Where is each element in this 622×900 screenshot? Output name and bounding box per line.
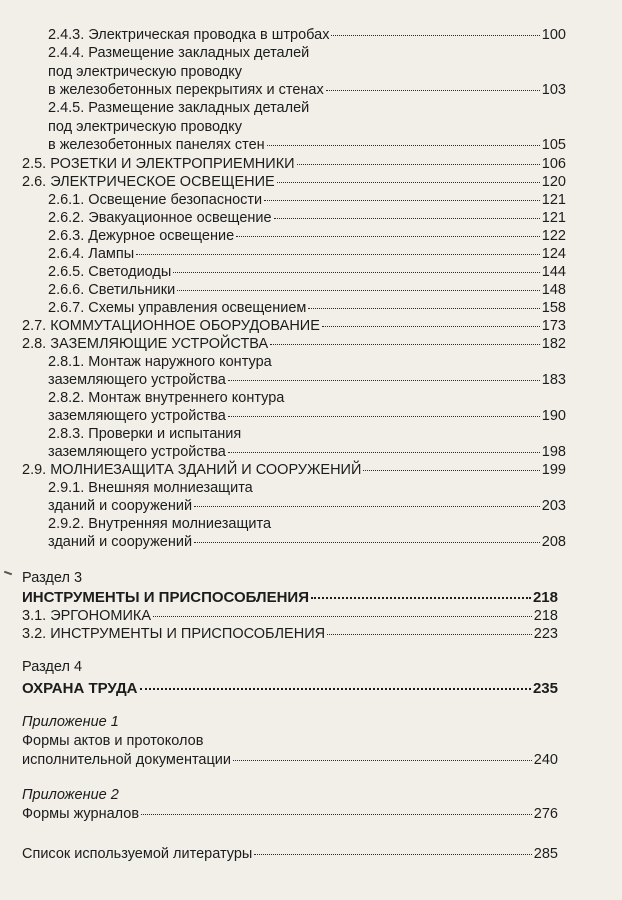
toc-page-number: 183	[541, 372, 566, 388]
toc-entry-2-6-6	[48, 282, 566, 299]
toc-page-number: 144	[541, 264, 566, 280]
toc-entry-2-6-2	[48, 210, 566, 227]
toc-dot-leader	[331, 35, 539, 36]
toc-entry-appendix-1	[22, 752, 558, 769]
toc-entry-2-6-1	[48, 192, 566, 209]
toc-page-number: 235	[532, 680, 558, 697]
toc-entry-2-4-4	[48, 82, 566, 99]
toc-entry-title: зданий и сооружений	[48, 534, 193, 550]
toc-dot-leader	[136, 254, 540, 255]
toc-page-number: 199	[541, 462, 566, 478]
toc-entry-2-8-2	[48, 408, 566, 425]
toc-entry-title: 2.6.7. Схемы управления освещением	[48, 300, 307, 316]
toc-page-number: 208	[541, 534, 566, 550]
toc-page-number: 158	[541, 300, 566, 316]
toc-dot-leader	[140, 688, 531, 690]
toc-entry-2-6-5	[48, 264, 566, 281]
toc-entry-2-8-1-line1: 2.8.1. Монтаж наружного контура	[48, 354, 272, 370]
toc-entry-title: Формы журналов	[22, 806, 140, 822]
toc-entry-3-2	[22, 626, 558, 643]
toc-page-number: 122	[541, 228, 566, 244]
toc-entry-3-1	[22, 608, 558, 625]
toc-entry-title: Список используемой литературы	[22, 846, 253, 862]
toc-entry-section-3	[22, 589, 558, 606]
toc-dot-leader	[177, 290, 540, 291]
toc-entry-title: ИНСТРУМЕНТЫ И ПРИСПОСОБЛЕНИЯ	[22, 589, 309, 606]
toc-entry-title: 2.6.4. Лампы	[48, 246, 135, 262]
toc-dot-leader	[173, 272, 539, 273]
toc-page-number: 100	[541, 27, 566, 43]
toc-dot-leader	[311, 597, 531, 599]
toc-dot-leader	[327, 634, 532, 635]
appendix-1-label: Приложение 1	[22, 714, 119, 730]
toc-dot-leader	[322, 326, 540, 327]
toc-entry-2-8-3	[48, 444, 566, 461]
toc-entry-title: 2.6.6. Светильники	[48, 282, 176, 298]
toc-entry-title: заземляющего устройства	[48, 372, 226, 388]
toc-entry-title: ОХРАНА ТРУДА	[22, 680, 138, 697]
toc-entry-title: 2.6. ЭЛЕКТРИЧЕСКОЕ ОСВЕЩЕНИЕ	[22, 174, 275, 190]
toc-dot-leader	[228, 452, 540, 453]
toc-entry-2-7	[22, 318, 566, 335]
toc-entry-title: 2.8. ЗАЗЕМЛЯЮЩИЕ УСТРОЙСТВА	[22, 336, 269, 352]
toc-entry-title: 2.4.3. Электрическая проводка в штробах	[48, 27, 330, 43]
toc-entry-title: 3.1. ЭРГОНОМИКА	[22, 608, 151, 624]
toc-entry-2-9-1	[48, 498, 566, 515]
toc-page-number: 121	[541, 192, 566, 208]
toc-entry-title: 2.7. КОММУТАЦИОННОЕ ОБОРУДОВАНИЕ	[22, 318, 320, 334]
toc-dot-leader	[264, 200, 540, 201]
toc-page-number: 105	[541, 137, 566, 153]
toc-entry-appendix-1-line1: Формы актов и протоколов	[22, 733, 204, 749]
toc-page-number: 120	[541, 174, 566, 190]
toc-entry-title: зданий и сооружений	[48, 498, 193, 514]
toc-entry-title: 3.2. ИНСТРУМЕНТЫ И ПРИСПОСОБЛЕНИЯ	[22, 626, 326, 642]
toc-entry-2-8-3-line1: 2.8.3. Проверки и испытания	[48, 426, 242, 442]
toc-entry-section-4	[22, 680, 558, 697]
toc-entry-title: 2.6.1. Освещение безопасности	[48, 192, 263, 208]
toc-entry-2-4-3	[48, 27, 566, 44]
toc-dot-leader	[141, 814, 532, 815]
toc-entry-2-8	[22, 336, 566, 353]
toc-page-number: 173	[541, 318, 566, 334]
toc-entry-title: в железобетонных панелях стен	[48, 137, 265, 153]
toc-entry-title: 2.5. РОЗЕТКИ И ЭЛЕКТРОПРИЕМНИКИ	[22, 156, 295, 172]
toc-entry-title: 2.6.3. Дежурное освещение	[48, 228, 235, 244]
toc-dot-leader	[153, 616, 532, 617]
toc-dot-leader	[236, 236, 540, 237]
toc-page-number: 190	[541, 408, 566, 424]
toc-entry-2-4-5	[48, 137, 566, 154]
toc-dot-leader	[267, 145, 540, 146]
toc-entry-title: 2.9. МОЛНИЕЗАЩИТА ЗДАНИЙ И СООРУЖЕНИЙ	[22, 462, 362, 478]
toc-entry-2-9	[22, 462, 566, 479]
toc-page-number: 218	[532, 589, 558, 606]
toc-entry-title: заземляющего устройства	[48, 408, 226, 424]
section-3-label: Раздел 3	[22, 570, 83, 586]
toc-entry-title: 2.6.5. Светодиоды	[48, 264, 172, 280]
toc-page-number: 240	[533, 752, 558, 768]
toc-page-number: 198	[541, 444, 566, 460]
toc-entry-2-4-5-line1: 2.4.5. Размещение закладных деталей	[48, 100, 310, 116]
toc-page-number: 148	[541, 282, 566, 298]
toc-dot-leader	[277, 182, 540, 183]
toc-dot-leader	[274, 218, 540, 219]
toc-dot-leader	[254, 854, 531, 855]
appendix-2-label: Приложение 2	[22, 787, 119, 803]
toc-page-number: 223	[533, 626, 558, 642]
toc-entry-title: исполнительной документации	[22, 752, 231, 768]
toc-entry-2-9-2	[48, 534, 566, 551]
toc-entry-2-8-1	[48, 372, 566, 389]
toc-dot-leader	[194, 506, 540, 507]
toc-entry-2-8-2-line1: 2.8.2. Монтаж внутреннего контура	[48, 390, 285, 406]
toc-entry-2-4-4-line1: 2.4.4. Размещение закладных деталей	[48, 45, 310, 61]
toc-dot-leader	[363, 470, 539, 471]
toc-entry-bibliography	[22, 846, 558, 863]
toc-entry-2-6-7	[48, 300, 566, 317]
toc-entry-2-6	[22, 174, 566, 191]
margin-mark	[4, 571, 12, 576]
section-4-label: Раздел 4	[22, 659, 83, 675]
toc-page-number: 106	[541, 156, 566, 172]
toc-entry-2-6-3	[48, 228, 566, 245]
toc-entry-title: заземляющего устройства	[48, 444, 226, 460]
toc-entry-2-4-4-line2: под электрическую проводку	[48, 64, 243, 80]
toc-dot-leader	[228, 416, 540, 417]
toc-entry-appendix-2	[22, 806, 558, 823]
toc-entry-2-5	[22, 156, 566, 173]
toc-dot-leader	[228, 380, 540, 381]
toc-dot-leader	[194, 542, 540, 543]
toc-page-number: 203	[541, 498, 566, 514]
toc-dot-leader	[326, 90, 540, 91]
toc-page-number: 285	[533, 846, 558, 862]
toc-entry-title: в железобетонных перекрытиях и стенах	[48, 82, 324, 98]
toc-dot-leader	[270, 344, 540, 345]
toc-entry-title: 2.6.2. Эвакуационное освещение	[48, 210, 272, 226]
toc-entry-2-4-5-line2: под электрическую проводку	[48, 119, 243, 135]
toc-page-number: 218	[533, 608, 558, 624]
toc-dot-leader	[308, 308, 539, 309]
toc-dot-leader	[233, 760, 532, 761]
toc-page-number: 121	[541, 210, 566, 226]
toc-page-number: 124	[541, 246, 566, 262]
toc-entry-2-6-4	[48, 246, 566, 263]
toc-page-number: 182	[541, 336, 566, 352]
toc-dot-leader	[297, 164, 540, 165]
toc-page-number: 276	[533, 806, 558, 822]
toc-page-number: 103	[541, 82, 566, 98]
toc-entry-2-9-2-line1: 2.9.2. Внутренняя молниезащита	[48, 516, 272, 532]
toc-entry-2-9-1-line1: 2.9.1. Внешняя молниезащита	[48, 480, 253, 496]
